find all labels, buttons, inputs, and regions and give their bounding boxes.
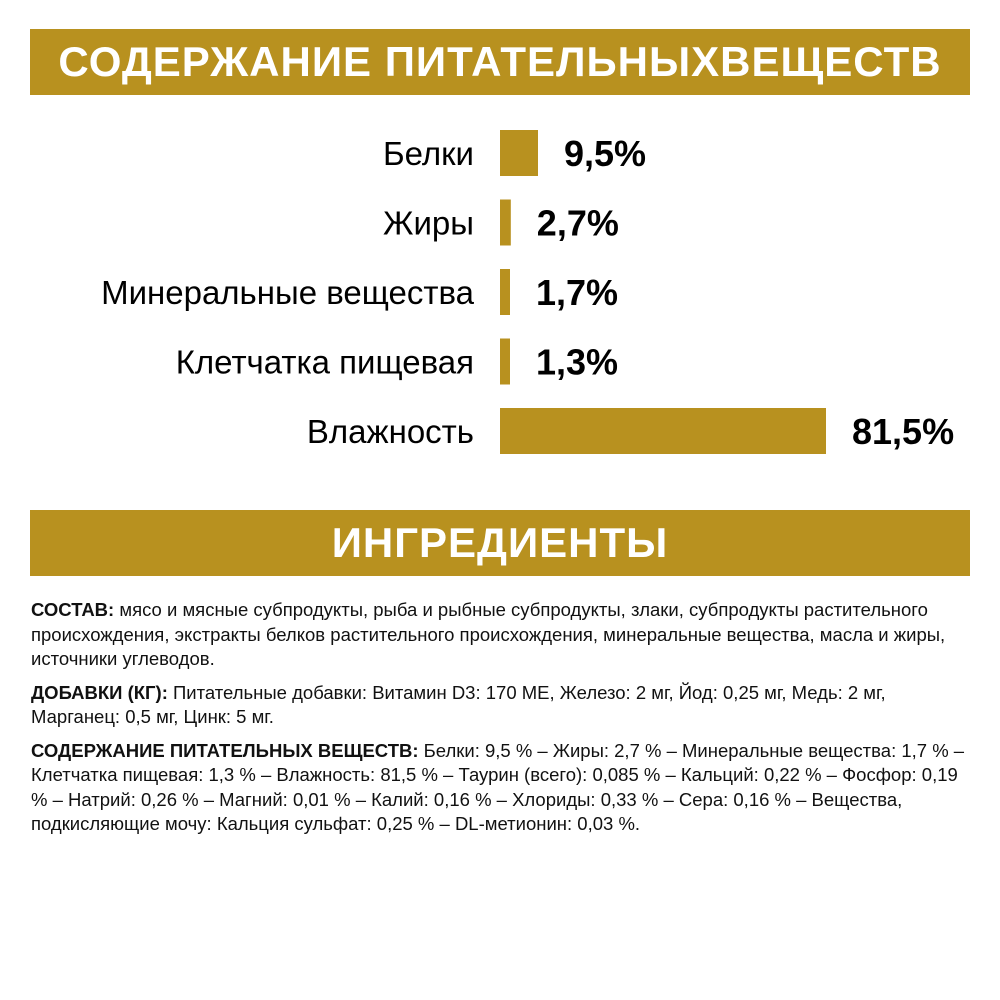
category-label-moisture: Влажность [306,413,474,450]
bar-protein [500,130,538,176]
bar-fiber [500,339,510,385]
additives-label: ДОБАВКИ (КГ): [31,681,168,703]
category-label-minerals: Минеральные вещества [101,274,474,311]
bar-moisture [500,408,826,454]
composition-text: мясо и мясные субпродукты, рыба и рыбные субпродукты, злаки, субпродукты растительного происхождения, экстракты белков растительного происхождения, минеральные вещества, масла и жиры, источники углеводов. [31,599,946,669]
ingredients-banner [30,510,970,576]
additives-text: Питательные добавки: Витамин D3: 170 МЕ, Железо: 2 мг, Йод: 0,25 мг, Медь: 2 мг, Марганец: 0,5 мг, Цинк: 5 мг. [31,681,886,727]
ingredients-banner-title: ИНГРЕДИЕНТЫ [331,519,669,566]
nutrients-banner-title: СОДЕРЖАНИЕ ПИТАТЕЛЬНЫХВЕЩЕСТВ [58,38,942,85]
additives-paragraph [31,681,971,730]
category-label-fat: Жиры [383,204,474,242]
bar-fat [500,200,511,246]
nutrient-content-paragraph [31,739,971,837]
ingredients-text-block [31,598,971,846]
nutrient-content-text: Белки: 9,5 % – Жиры: 2,7 % – Минеральные вещества: 1,7 % – Клетчатка пищевая: 1,3 % – Влажность: 81,5 % – Таурин (всего): 0,085 % – Кальций: 0,22 % – Фосфор: 0,19 % – Натрий: 0,26 % – Магний: 0,01 % – Калий: 0,16 % – Хлориды: 0,33 % – Сера: 0,16 % – Вещества, подкисляющие мочу: Кальция сульфат: 0,25 % – DL-метионин: 0,03 %. [31,739,965,834]
category-label-protein: Белки [382,135,474,172]
nutrient-content-label: СОДЕРЖАНИЕ ПИТАТЕЛЬНЫХ ВЕЩЕСТВ: [31,739,419,761]
composition-paragraph [31,598,971,672]
value-label-fat: 2,7% [536,202,619,244]
value-label-moisture: 81,5% [852,411,955,452]
nutrient-bar-chart [0,110,1000,480]
composition-label: СОСТАВ: [31,599,115,620]
value-label-fiber: 1,3% [536,341,619,383]
bar-minerals [500,269,510,315]
category-label-fiber: Клетчатка пищевая [175,343,474,381]
value-label-minerals: 1,7% [536,272,619,313]
value-label-protein: 9,5% [564,133,647,174]
nutrients-banner [30,29,970,95]
